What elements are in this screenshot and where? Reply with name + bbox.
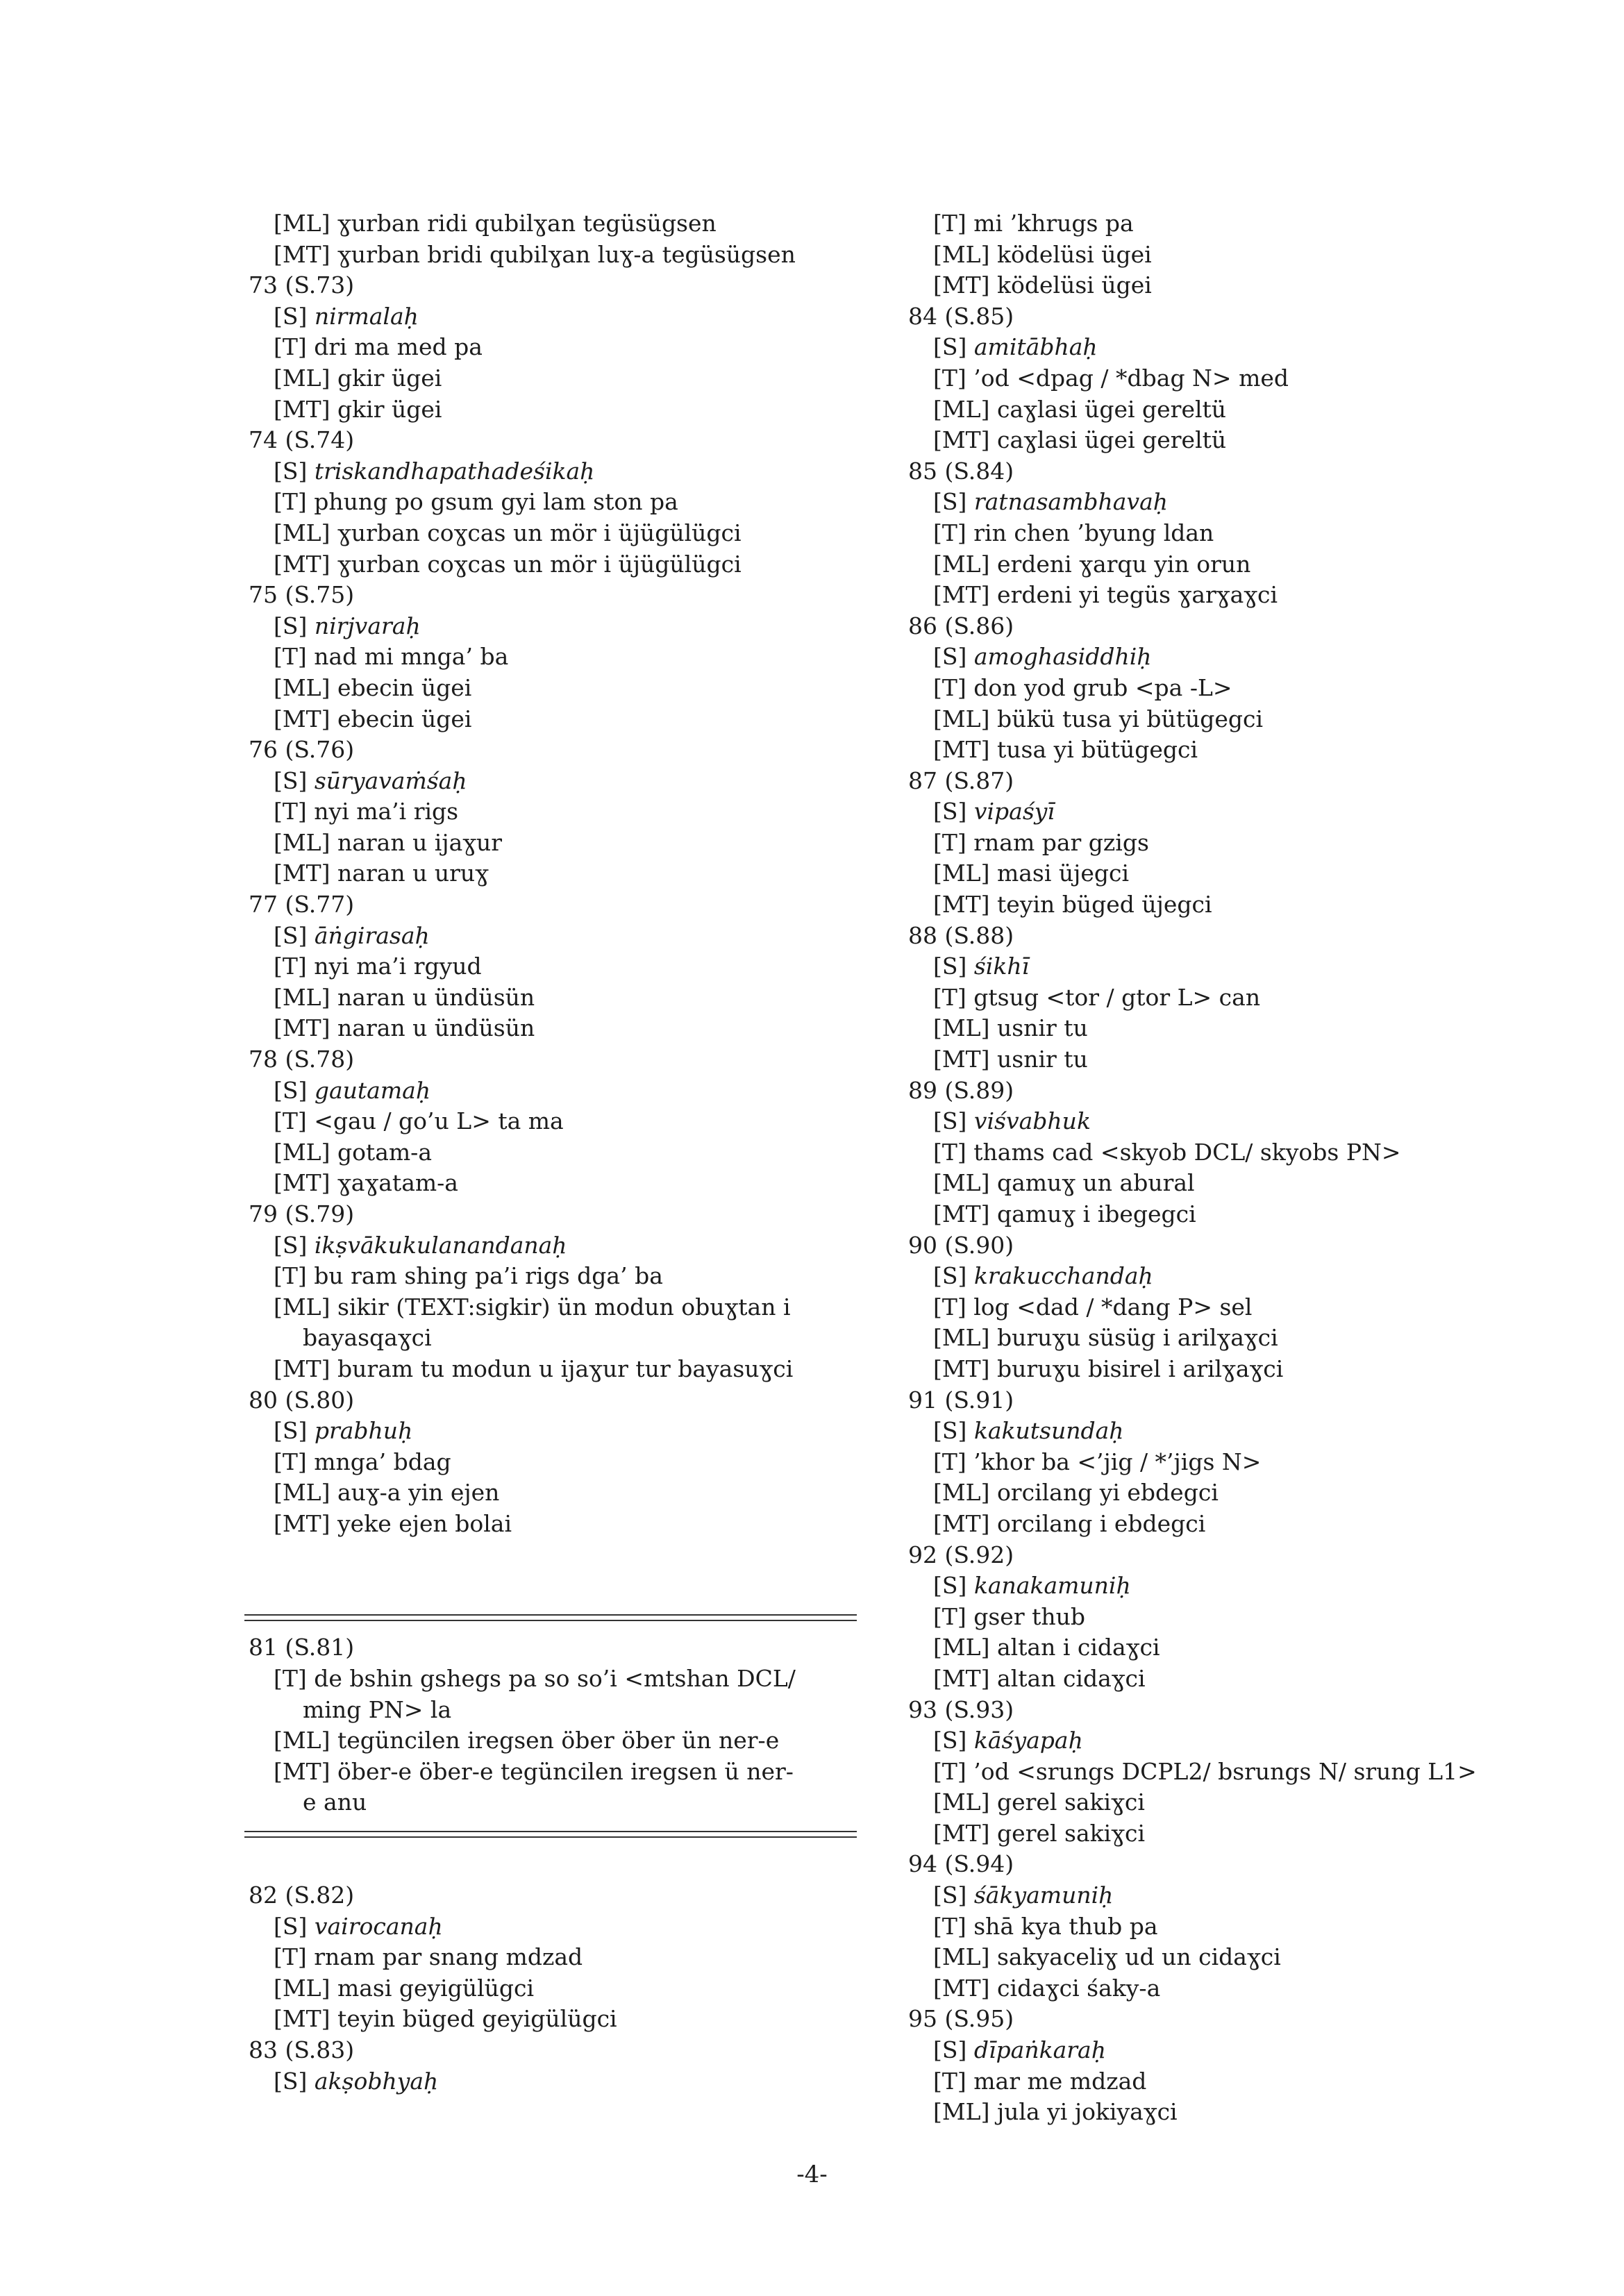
entry-field: [MT] naran u uruɣ	[274, 860, 489, 887]
field-label: [S]	[274, 612, 315, 639]
field-label: [S]	[274, 1231, 315, 1259]
sanskrit-term: vairocanaḥ	[314, 1912, 443, 1940]
entry-field	[244, 611, 869, 642]
field-label: [S]	[933, 643, 974, 671]
blank-line	[244, 1849, 869, 1880]
field-label: [S]	[933, 1727, 974, 1754]
entry-number: 84 (S.85)	[908, 302, 1014, 330]
entry-field: [T] nyi ma’i rigs	[274, 798, 459, 826]
entry-number: 74 (S.74)	[249, 426, 355, 454]
entry-number: 78 (S.78)	[249, 1046, 355, 1073]
field-label: [S]	[274, 766, 315, 794]
entry-number: 90 (S.90)	[908, 1231, 1014, 1259]
entry-field: [ML] qamuɣ un abural	[933, 1169, 1195, 1197]
entry-number: 86 (S.86)	[908, 612, 1014, 639]
entry-number: 77 (S.77)	[249, 891, 355, 919]
sanskrit-term: triskandhapathadeśikaḥ	[314, 457, 595, 485]
entry-field: [ML] altan i cidaɣci	[933, 1634, 1160, 1661]
entry-field: [T] ’od <dpag / *dbag N> med	[933, 364, 1289, 392]
entry-field: [MT] ɣaɣatam-a	[274, 1169, 458, 1197]
field-label: [S]	[274, 2067, 315, 2095]
entry-field: [ML] naran u ündüsün	[274, 983, 535, 1011]
entry-field: [ML] tegüncilen iregsen öber öber ün ner-e	[274, 1727, 780, 1754]
field-label: [S]	[274, 1912, 315, 1940]
entry-number: 73 (S.73)	[249, 271, 355, 299]
field-label: [S]	[933, 1262, 974, 1290]
sanskrit-term: viśvabhuk	[973, 1107, 1091, 1135]
entry-continuation: e anu	[303, 1788, 367, 1816]
field-label: [S]	[933, 488, 974, 516]
entry-field: [MT] teyin büged geyigülügci	[274, 2005, 617, 2033]
entry-field: [ML] naran u ijaɣur	[274, 828, 503, 856]
entry-field: [MT] ködelüsi ügei	[933, 271, 1152, 299]
separator	[244, 1602, 869, 1633]
entry-field: [MT] teyin büged üjegci	[933, 891, 1212, 919]
field-label: [S]	[933, 1417, 974, 1445]
sanskrit-term: kāśyapaḥ	[973, 1727, 1083, 1754]
sanskrit-term: gautamaḥ	[314, 1076, 431, 1104]
entry-field: [MT] tusa yi bütügegci	[933, 736, 1198, 764]
entry-field: [T] de bshin gshegs pa so so’i <mtshan DCL/	[274, 1664, 796, 1692]
blank-line	[244, 1570, 869, 1602]
entry-field	[244, 456, 869, 487]
sanskrit-term: sūryavaṁśaḥ	[314, 766, 467, 794]
entry-field: [MT] erdeni yi tegüs ɣarɣaɣci	[933, 581, 1278, 609]
entry-number: 91 (S.91)	[908, 1386, 1014, 1414]
entry-field: [ML] gkir ügei	[274, 364, 442, 392]
sanskrit-term: vipaśyī	[973, 798, 1055, 826]
entry-field: [ML] masi geyigülügci	[274, 1974, 535, 2002]
entry-field: [T] ’khor ba <’jig / *’jigs N>	[933, 1448, 1262, 1475]
sanskrit-term: prabhuḥ	[314, 1417, 413, 1445]
field-label: [S]	[274, 1076, 315, 1104]
entry-number: 79 (S.79)	[249, 1200, 355, 1227]
entry-field: [T] shā kya thub pa	[933, 1912, 1158, 1940]
entry-field	[904, 642, 1529, 673]
entry-field: [ML] buruɣu süsüg i arilɣaɣci	[933, 1324, 1278, 1352]
entry-field	[244, 1230, 869, 1262]
field-label: [S]	[933, 798, 974, 826]
entry-number: 88 (S.88)	[908, 921, 1014, 949]
entry-field	[244, 1911, 869, 1943]
entry-field: [ML] gotam-a	[274, 1138, 432, 1166]
entry-field	[904, 1106, 1529, 1137]
entry-field	[904, 487, 1529, 518]
entry-field: [T] nyi ma’i rgyud	[274, 953, 482, 980]
entry-number: 82 (S.82)	[249, 1882, 355, 1909]
entry-field: [T] log <dad / *dang P> sel	[933, 1293, 1253, 1321]
entry-field: [T] nad mi mnga’ ba	[274, 643, 509, 671]
entry-field: [T] rnam par snang mdzad	[274, 1943, 583, 1971]
entry-number: 80 (S.80)	[249, 1386, 355, 1414]
entry-field: [T] phung po gsum gyi lam ston pa	[274, 488, 678, 516]
entry-field: [MT] orcilang i ebdegci	[933, 1509, 1206, 1537]
entry-field	[244, 1416, 869, 1447]
entry-field: [T] gser thub	[933, 1602, 1085, 1630]
entry-field: [ML] ködelüsi ügei	[933, 240, 1152, 268]
entry-number: 92 (S.92)	[908, 1541, 1014, 1568]
field-label: [S]	[274, 921, 315, 949]
entry-number: 94 (S.94)	[908, 1850, 1014, 1878]
entry-field: [MT] naran u ündüsün	[274, 1014, 535, 1042]
right-column	[904, 208, 1529, 2128]
left-column	[244, 208, 869, 2097]
entry-field: [ML] jula yi jokiyaɣci	[933, 2098, 1178, 2126]
entry-field: [T] bu ram shing pa’i rigs dga’ ba	[274, 1262, 663, 1290]
entry-field	[904, 1725, 1529, 1757]
field-label: [S]	[274, 302, 315, 330]
entry-number: 83 (S.83)	[249, 2036, 355, 2064]
sanskrit-term: ikṣvākukulanandanaḥ	[314, 1231, 567, 1259]
entry-field	[904, 796, 1529, 828]
entry-number: 87 (S.87)	[908, 766, 1014, 794]
entry-field: [T] ’od <srungs DCPL2/ bsrungs N/ srung L1>	[933, 1757, 1477, 1785]
divider-line	[244, 1831, 857, 1832]
entry-field: [MT] gkir ügei	[274, 395, 442, 423]
separator	[244, 1818, 869, 1850]
entry-field	[904, 332, 1529, 363]
entry-field: [T] don yod grub <pa -L>	[933, 673, 1232, 701]
entry-number: 75 (S.75)	[249, 581, 355, 609]
entry-field: [MT] ɣurban bridi qubilɣan luɣ-a tegüsügsen	[274, 240, 796, 268]
entry-field: [T] dri ma med pa	[274, 333, 483, 361]
sanskrit-term: nirmalaḥ	[314, 302, 419, 330]
entry-field: [ML] ebecin ügei	[274, 673, 472, 701]
entry-field: [ML] bükü tusa yi bütügegci	[933, 705, 1264, 732]
entry-continuation: bayasqaɣci	[303, 1324, 432, 1352]
entry-field	[904, 1261, 1529, 1292]
entry-field: [MT] buram tu modun u ijaɣur tur bayasuɣci	[274, 1355, 794, 1382]
entry-field: [MT] usnir tu	[933, 1046, 1088, 1073]
entry-field: [MT] ebecin ügei	[274, 705, 472, 732]
entry-field: [ML] sikir (TEXT:sigkir) ün modun obuɣtan i	[274, 1293, 791, 1321]
entry-field	[904, 1880, 1529, 1911]
sanskrit-term: āṅgirasaḥ	[314, 921, 430, 949]
entry-field	[904, 951, 1529, 982]
sanskrit-term: kanakamuniḥ	[973, 1572, 1131, 1600]
entry-field	[244, 766, 869, 797]
entry-field	[904, 1570, 1529, 1602]
sanskrit-term: krakucchandaḥ	[973, 1262, 1153, 1290]
entry-field: [T] rin chen ’byung ldan	[933, 519, 1214, 546]
entry-field: [T] rnam par gzigs	[933, 828, 1149, 856]
sanskrit-term: amitābhaḥ	[973, 333, 1098, 361]
entry-number: 81 (S.81)	[249, 1634, 355, 1661]
field-label: [S]	[274, 457, 315, 485]
entry-number: 85 (S.84)	[908, 457, 1014, 485]
field-label: [S]	[933, 953, 974, 980]
entry-number: 93 (S.93)	[908, 1695, 1014, 1723]
entry-field: [ML] usnir tu	[933, 1014, 1088, 1042]
sanskrit-term: akṣobhyaḥ	[314, 2067, 439, 2095]
entry-continuation: ming PN> la	[303, 1695, 452, 1723]
entry-field: [T] mar me mdzad	[933, 2067, 1147, 2095]
sanskrit-term: dīpaṅkaraḥ	[973, 2036, 1106, 2064]
entry-field: [ML] caɣlasi ügei gereltü	[933, 395, 1227, 423]
entry-field: [T] mi ’khrugs pa	[933, 210, 1134, 237]
entry-field: [ML] orcilang yi ebdegci	[933, 1479, 1219, 1507]
entry-field: [T] gtsug <tor / gtor L> can	[933, 983, 1261, 1011]
entry-field: [ML] sakyaceliɣ ud un cidaɣci	[933, 1943, 1281, 1971]
entry-field: [ML] auɣ-a yin ejen	[274, 1479, 500, 1507]
entry-field: [MT] caɣlasi ügei gereltü	[933, 426, 1227, 454]
field-label: [S]	[933, 1882, 974, 1909]
entry-field: [MT] gerel sakiɣci	[933, 1819, 1146, 1847]
entry-field	[244, 301, 869, 333]
field-label: [S]	[933, 1107, 974, 1135]
page-number: -4-	[796, 2161, 828, 2188]
divider-line	[244, 1620, 857, 1621]
entry-field: [MT] yeke ejen bolai	[274, 1509, 512, 1537]
sanskrit-term: amoghasiddhiḥ	[973, 643, 1152, 671]
entry-field: [MT] öber-e öber-e tegüncilen iregsen ü ner-	[274, 1757, 794, 1785]
entry-number: 89 (S.89)	[908, 1076, 1014, 1104]
sanskrit-term: ratnasambhavaḥ	[973, 488, 1169, 516]
blank-line	[244, 1540, 869, 1571]
entry-field: [MT] buruɣu bisirel i arilɣaɣci	[933, 1355, 1284, 1382]
divider-line	[244, 1614, 857, 1616]
field-label: [S]	[933, 1572, 974, 1600]
sanskrit-term: nirjvaraḥ	[314, 612, 421, 639]
divider-line	[244, 1836, 857, 1838]
entry-number: 76 (S.76)	[249, 736, 355, 764]
entry-field: [T] mnga’ bdag	[274, 1448, 451, 1475]
entry-field: [T] thams cad <skyob DCL/ skyobs PN>	[933, 1138, 1401, 1166]
entry-number: 95 (S.95)	[908, 2005, 1014, 2033]
entry-field	[244, 2066, 869, 2097]
entry-field: [ML] masi üjegci	[933, 860, 1130, 887]
field-label: [S]	[933, 333, 974, 361]
entry-field: [MT] ɣurban coɣcas un mör i üjügülügci	[274, 550, 742, 578]
entry-field: [T] <gau / go’u L> ta ma	[274, 1107, 564, 1135]
entry-field	[244, 1075, 869, 1107]
field-label: [S]	[933, 2036, 974, 2064]
entry-field: [ML] ɣurban coɣcas un mör i üjügülügci	[274, 519, 742, 546]
field-label: [S]	[274, 1417, 315, 1445]
sanskrit-term: śikhī	[973, 953, 1030, 980]
entry-field: [ML] ɣurban ridi qubilɣan tegüsügsen	[274, 210, 717, 237]
entry-field: [ML] erdeni ɣarqu yin orun	[933, 550, 1251, 578]
entry-field	[244, 921, 869, 952]
entry-field: [ML] gerel sakiɣci	[933, 1788, 1145, 1816]
entry-field	[904, 1416, 1529, 1447]
entry-field: [MT] altan cidaɣci	[933, 1664, 1146, 1692]
entry-field	[904, 2035, 1529, 2066]
sanskrit-term: kakutsundaḥ	[973, 1417, 1124, 1445]
entry-field: [MT] cidaɣci śaky-a	[933, 1974, 1161, 2002]
entry-field: [MT] qamuɣ i ibegegci	[933, 1200, 1196, 1227]
sanskrit-term: śākyamuniḥ	[973, 1882, 1114, 1909]
